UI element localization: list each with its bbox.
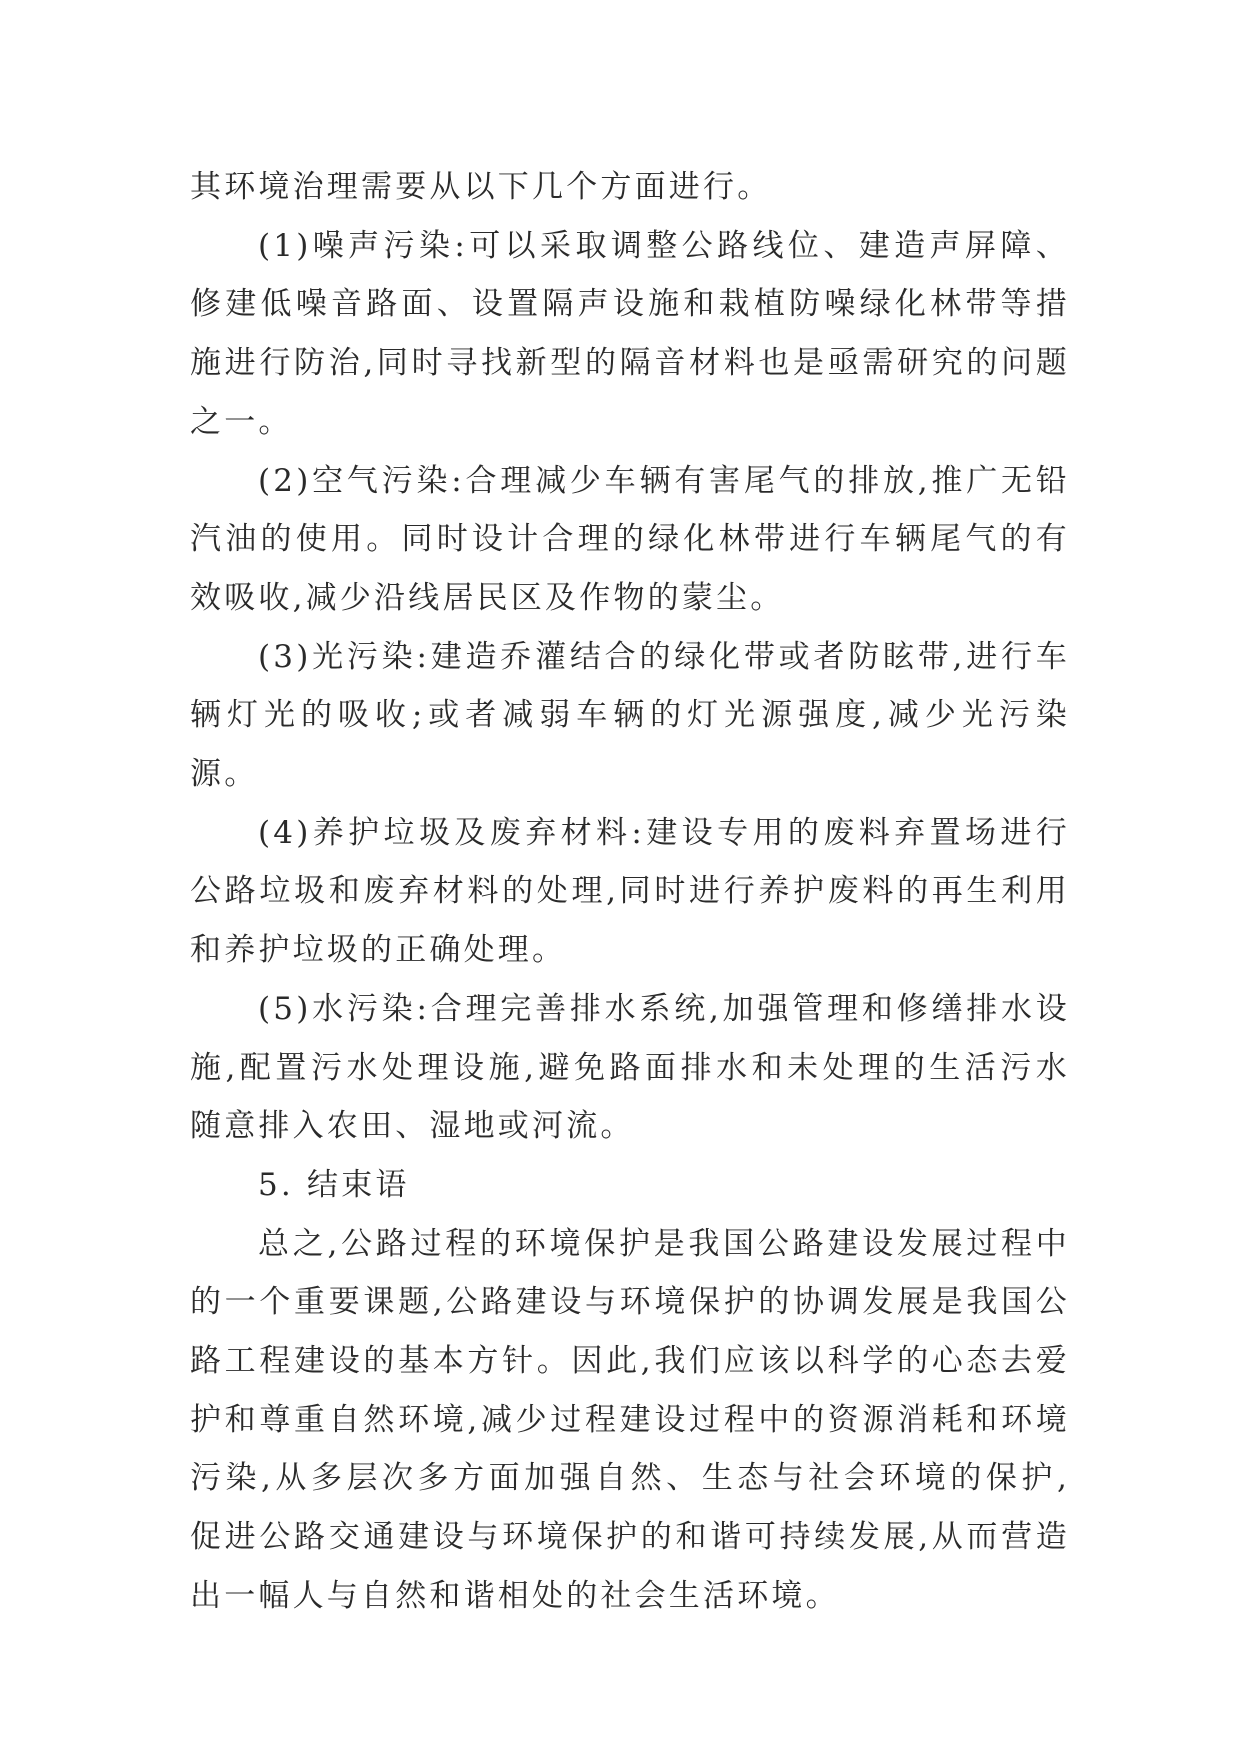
document-body [190, 158, 1070, 1626]
conclusion-paragraph: 总之,公路过程的环境保护是我国公路建设发展过程中的一个重要课题,公路建设与环境保护的协调发展是我国公路工程建设的基本方针。因此,我们应该以科学的心态去爱护和尊重自然环境,减少过程建设过程中的资源消耗和环境污染,从多层次多方面加强自然、生态与社会环境的保护,促进公路交通建设与环境保护的和谐可持续发展,从而营造出一幅人与自然和谐相处的社会生活环境。 [190, 1225, 1070, 1614]
intro-paragraph: 其环境治理需要从以下几个方面进行。 [190, 169, 772, 205]
item-air-pollution: (2)空气污染:合理减少车辆有害尾气的排放,推广无铅汽油的使用。同时设计合理的绿化林带进行车辆尾气的有效吸收,减少沿线居民区及作物的蒙尘。 [190, 462, 1070, 616]
item-light-pollution: (3)光污染:建造乔灌结合的绿化带或者防眩带,进行车辆灯光的吸收;或者减弱车辆的灯光源强度,减少光污染源。 [190, 638, 1070, 793]
section-heading: 5. 结束语 [258, 1166, 410, 1203]
item-maintenance-waste: (4)养护垃圾及废弃材料:建设专用的废料弃置场进行公路垃圾和废弃材料的处理,同时进行养护废料的再生利用和养护垃圾的正确处理。 [190, 814, 1070, 969]
item-water-pollution: (5)水污染:合理完善排水系统,加强管理和修缮排水设施,配置污水处理设施,避免路面排水和未处理的生活污水随意排入农田、湿地或河流。 [190, 990, 1070, 1145]
item-noise-pollution: (1)噪声污染:可以采取调整公路线位、建造声屏障、修建低噪音路面、设置隔声设施和栽植防噪绿化林带等措施进行防治,同时寻找新型的隔音材料也是亟需研究的问题之一。 [190, 227, 1070, 440]
